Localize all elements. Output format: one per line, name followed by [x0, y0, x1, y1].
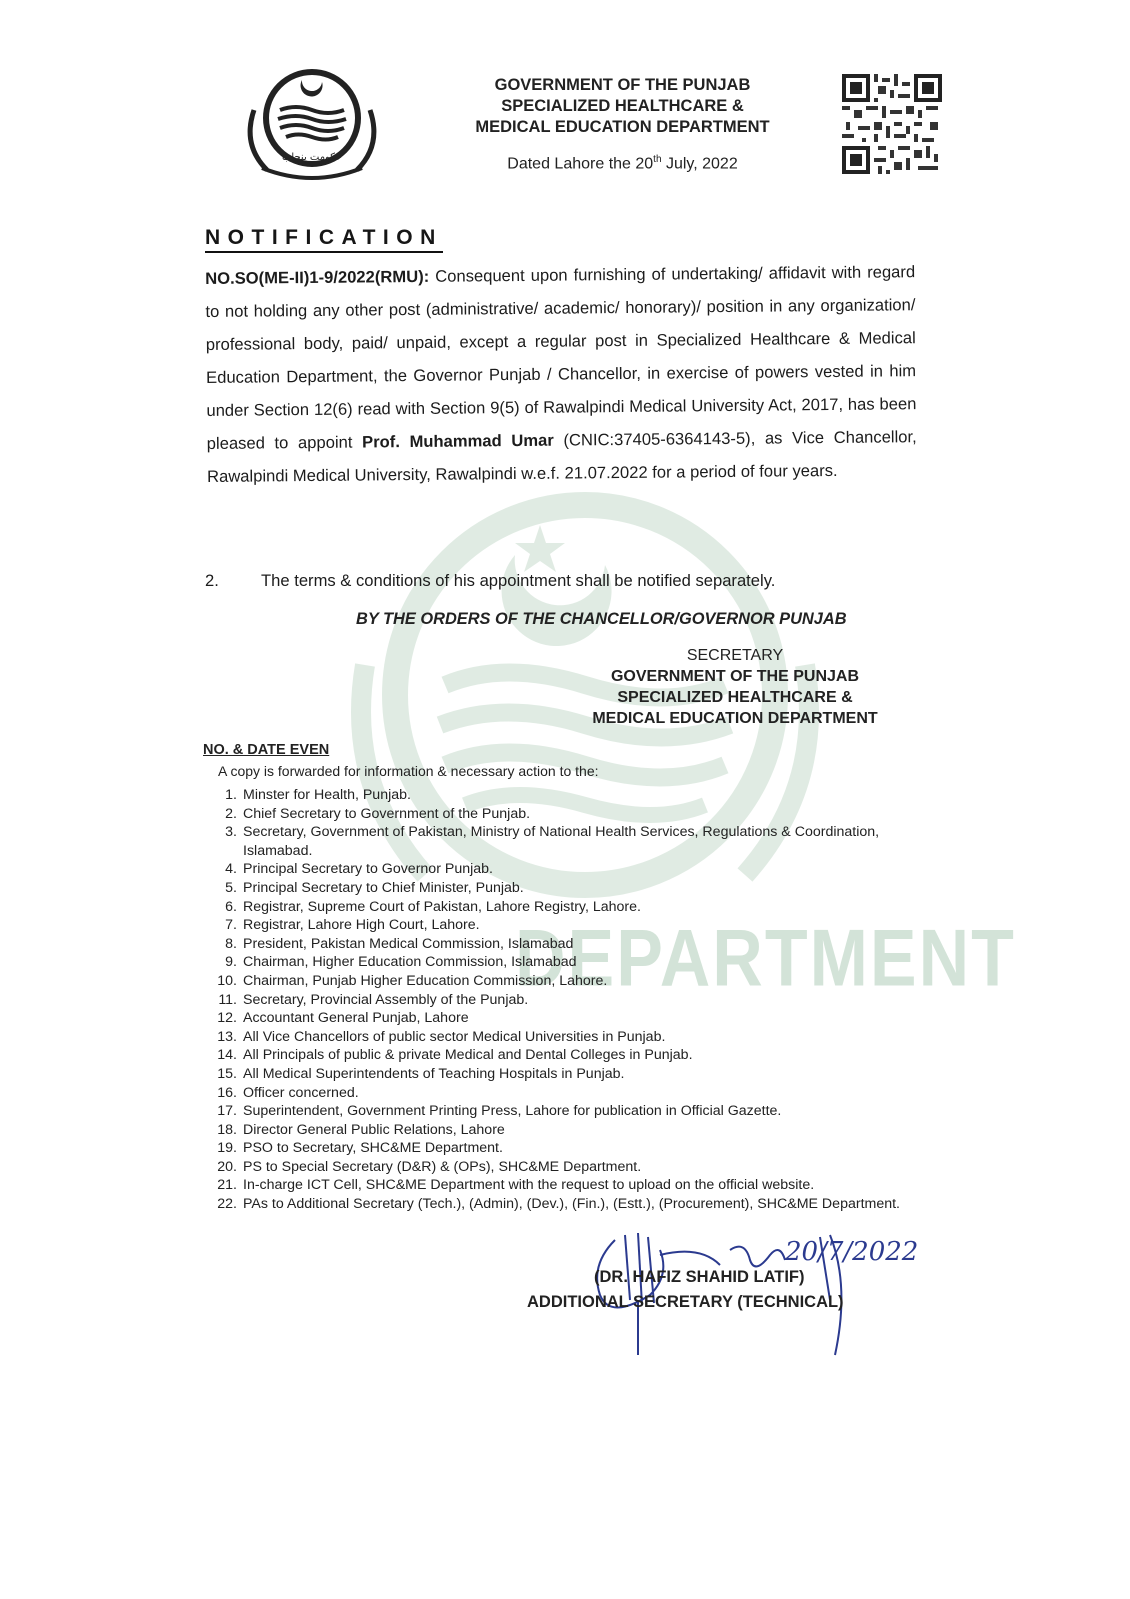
copy-list-number: 20. [217, 1158, 237, 1175]
copy-list-text: Superintendent, Government Printing Press, Lahore for publication in Official Gazette. [243, 1103, 782, 1120]
copy-list-item [205, 898, 915, 917]
copy-list-text: Registrar, Supreme Court of Pakistan, Lahore Registry, Lahore. [243, 898, 641, 915]
copy-list-number: 12. [217, 1010, 237, 1027]
paragraph-2-number: 2. [205, 571, 219, 590]
copy-list-number: 6. [225, 898, 237, 915]
department-header [440, 75, 805, 174]
copy-list-text: Officer concerned. [243, 1084, 359, 1101]
copy-list-number: 21. [217, 1177, 237, 1194]
copy-list-item [205, 823, 915, 860]
copy-list-number: 3. [225, 824, 237, 841]
header-date [440, 149, 805, 174]
copy-list-item [205, 1084, 915, 1103]
copy-list-item [205, 953, 915, 972]
copy-list-item [205, 1176, 915, 1195]
notification-text-2: (CNIC:37405-6364143-5), as Vice Chancellor, Rawalpindi Medical University, Rawalpindi w.e.f. 21.07.2022 for a period of four years. [206, 427, 917, 486]
copy-list-number: 4. [225, 861, 237, 878]
copy-list-item [205, 1139, 915, 1158]
copy-list-text: Accountant General Punjab, Lahore [243, 1010, 469, 1027]
copy-list-number: 15. [217, 1065, 237, 1082]
copy-list-number: 7. [225, 917, 237, 934]
header-line-2: SPECIALIZED HEALTHCARE & [501, 97, 744, 115]
notification-title: NOTIFICATION [205, 226, 443, 253]
copy-list-number: 10. [217, 972, 237, 989]
notification-ref: NO.SO(ME-II)1-9/2022(RMU): [205, 266, 430, 288]
copy-list-number: 13. [217, 1028, 237, 1045]
secretary-line-2: GOVERNMENT OF THE PUNJAB [610, 668, 859, 685]
copy-list-text: All Vice Chancellors of public sector Medical Universities in Punjab. [243, 1028, 666, 1045]
forward-text: A copy is forwarded for information & necessary action to the: [218, 763, 599, 779]
copy-list-text: Registrar, Lahore High Court, Lahore. [243, 917, 480, 934]
paragraph-2-text: The terms & conditions of his appointment shall be notified separately. [261, 571, 776, 590]
copy-list-item [205, 972, 915, 991]
copy-list-text: All Principals of public & private Medical and Dental Colleges in Punjab. [243, 1047, 693, 1064]
copy-list-number: 2. [225, 805, 237, 822]
secretary-title: SECRETARY [686, 647, 784, 664]
copy-list-text: Chief Secretary to Government of the Punjab. [243, 805, 531, 822]
copy-list-item [205, 1121, 915, 1140]
copy-list-text: Chairman, Punjab Higher Education Commission, Lahore. [243, 972, 608, 989]
copy-list-item [205, 991, 915, 1010]
copy-list-text: Director General Public Relations, Lahore [243, 1121, 505, 1138]
signatory-name: (DR. HAFIZ SHAHID LATIF) [594, 1268, 805, 1286]
copy-list-item [205, 1065, 915, 1084]
punjab-government-logo [232, 60, 392, 190]
copy-list-item [205, 879, 915, 898]
date-suffix: July, 2022 [661, 155, 738, 173]
copy-list-text: Principal Secretary to Chief Minister, Punjab. [243, 879, 524, 896]
secretary-line-4: MEDICAL EDUCATION DEPARTMENT [592, 710, 878, 727]
copy-list-text: PAs to Additional Secretary (Tech.), (Admin), (Dev.), (Fin.), (Estt.), (Procurement), SHC&ME Department. [243, 1196, 900, 1213]
copy-list-item [205, 1195, 915, 1214]
copy-list-item [205, 935, 915, 954]
watermark-text: DEPARTMENT [515, 913, 1016, 1003]
copy-list-number: 22. [217, 1196, 237, 1213]
appointee-name: Prof. Muhammad Umar [361, 430, 554, 452]
copy-list-item [205, 1028, 915, 1047]
date-prefix: Dated Lahore the 20 [507, 155, 654, 173]
logo-text: حکومت پنجاب [282, 152, 342, 163]
handwritten-date: 20/7/2022 [785, 1237, 919, 1267]
copy-list-text: President, Pakistan Medical Commission, Islamabad [243, 935, 574, 952]
copy-list-number: 14. [217, 1047, 237, 1064]
copy-list-number: 16. [217, 1084, 237, 1101]
copy-list-number: 18. [217, 1121, 237, 1138]
copy-list-item [205, 805, 915, 824]
copy-list-text: Secretary, Provincial Assembly of the Punjab. [243, 991, 529, 1008]
copy-list-number: 8. [225, 935, 237, 952]
no-date-even: NO. & DATE EVEN [203, 742, 330, 758]
copy-list-number: 17. [217, 1103, 237, 1120]
copy-list-item [205, 860, 915, 879]
copy-list-text: PSO to Secretary, SHC&ME Department. [243, 1140, 503, 1157]
copy-list-number: 5. [225, 879, 237, 896]
copy-list-item [205, 916, 915, 935]
secretary-line-3: SPECIALIZED HEALTHCARE & [617, 689, 853, 706]
copy-list-item [205, 786, 915, 805]
header-line-1: GOVERNMENT OF THE PUNJAB [494, 76, 751, 94]
copy-list-text: Principal Secretary to Governor Punjab. [243, 861, 493, 878]
copy-list-item [205, 1102, 915, 1121]
notification-text-1: Consequent upon furnishing of undertaking/ affidavit with regard to not holding any other post (administrative/ academic/ honorary)/ position in any organization/ professional body, paid/ unpaid, except a regular post in Specialized Healthcare & Medical Education Department, the Governor Punjab / Chancellor, in exercise of powers vested in him under Section 12(6) read with Section 9(5) of Rawalpindi Medical University Act, 2017, has been pleased to appoint [205, 262, 917, 453]
secretary-block [560, 645, 910, 729]
copy-list-number: 9. [225, 954, 237, 971]
copy-list-text: In-charge ICT Cell, SHC&ME Department with the request to upload on the official website. [243, 1177, 815, 1194]
date-sup: th [653, 154, 662, 165]
copy-list [205, 786, 915, 1214]
header-line-3: MEDICAL EDUCATION DEPARTMENT [475, 118, 770, 136]
copy-list-item [205, 1046, 915, 1065]
copy-list-text: All Medical Superintendents of Teaching Hospitals in Punjab. [243, 1065, 625, 1082]
qr-code [842, 71, 942, 177]
copy-list-text: Secretary, Government of Pakistan, Ministry of National Health Services, Regulations & Coordination, Islamabad. [243, 824, 880, 859]
copy-list-number: 1. [225, 787, 237, 803]
copy-list-text: Minster for Health, Punjab. [243, 787, 411, 803]
signatory-designation: ADDITIONAL SECRETARY (TECHNICAL) [527, 1293, 844, 1311]
orders-line: BY THE ORDERS OF THE CHANCELLOR/GOVERNOR PUNJAB [356, 610, 847, 628]
copy-list-item [205, 1158, 915, 1177]
copy-list-text: PS to Special Secretary (D&R) & (OPs), SHC&ME Department. [243, 1158, 642, 1175]
copy-list-number: 19. [217, 1140, 237, 1157]
copy-list-text: Chairman, Higher Education Commission, Islamabad [243, 954, 577, 971]
paragraph-2 [205, 571, 775, 591]
copy-list-number: 11. [218, 991, 237, 1008]
copy-list-item [205, 1009, 915, 1028]
notification-body [205, 255, 917, 493]
